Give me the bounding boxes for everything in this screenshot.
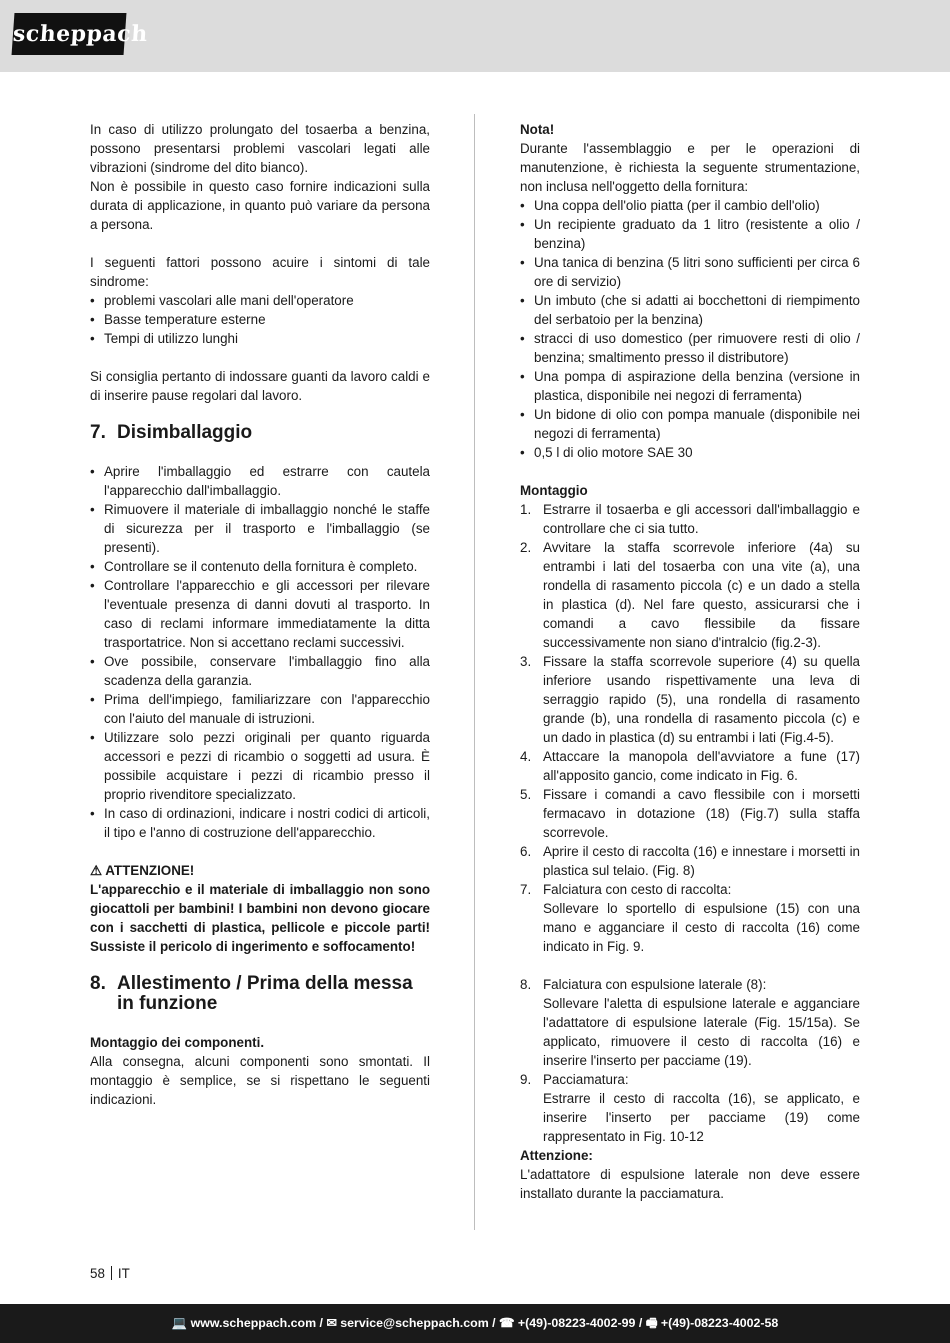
list-item: • Ove possibile, conservare l'imballaggio fino alla scadenza della garanzia. xyxy=(90,652,430,690)
step-detail: Sollevare lo sportello di espulsione (15) con una mano e agganciare il cesto di raccolta (16) come indicato in Fig. 9. xyxy=(543,901,860,954)
step-item: 3. Fissare la staffa scorrevole superiore (4) su quella inferiore usando rispettivamente una leva di serraggio rapido (5), una rondella di rasamento grande (b), una rondella di rasamento piccola (c) e un dado in plastica (d) su entrambi i lati (Fig.4-5). xyxy=(520,654,860,745)
paragraph: Alla consegna, alcuni componenti sono smontati. Il montaggio è semplice, se si rispettano le seguenti indicazioni. xyxy=(90,1054,430,1107)
paragraph: I seguenti fattori possono acuire i sintomi di tale sindrome: xyxy=(90,255,430,289)
page-number-value: 58 xyxy=(90,1266,105,1281)
list-item: • Controllare l'apparecchio e gli accessori per rilevare l'eventuale presenza di danni dovuti al trasporto. In caso di reclami informare immediatamente la ditta trasportatrice. Non si accettano reclami successivi. xyxy=(90,576,430,652)
tools-list xyxy=(520,196,860,462)
step-item: 5. Fissare i comandi a cavo flessibile con i morsetti fermacavo in dotazione (18) (Fig.7) sulla staffa scorrevole. xyxy=(520,787,860,840)
brand-logo: scheppach xyxy=(12,13,127,55)
step-detail: Sollevare l'aletta di espulsione laterale e agganciare l'adattatore di espulsione laterale (Fig. 15/15a). Se applicato, rimuovere il cesto di raccolta (16) e inserire l'inserto per pacciame (19). xyxy=(543,996,860,1068)
left-column xyxy=(90,120,430,1109)
paragraph: Si consiglia pertanto di indossare guanti da lavoro caldi e di inserire pause regolari dal lavoro. xyxy=(90,369,430,403)
section-number: 8. xyxy=(90,973,106,994)
section-title: Disimballaggio xyxy=(117,422,253,443)
warning-label: ATTENZIONE! xyxy=(105,863,195,878)
right-column xyxy=(520,120,860,1203)
step-item: 7. Falciatura con cesto di raccolta: Sollevare lo sportello di espulsione (15) con una mano e agganciare il cesto di raccolta (16) come indicato in Fig. 9. xyxy=(520,882,860,954)
list-item: • Una coppa dell'olio piatta (per il cambio dell'olio) xyxy=(520,196,860,215)
list-item: • stracci di uso domestico (per rimuovere resti di olio / benzina; smaltimento presso il distributore) xyxy=(520,329,860,367)
subheading: Montaggio dei componenti. xyxy=(90,1035,265,1050)
step-item: 1. Estrarre il tosaerba e gli accessori dall'imballaggio e controllare che ci sia tutto. xyxy=(520,502,860,536)
header-band xyxy=(0,0,950,72)
paragraph: In caso di utilizzo prolungato del tosaerba a benzina, possono presentarsi problemi vascolari legati alle vibrazioni (sindrome del dito bianco). xyxy=(90,122,430,175)
caution-text: L'adattatore di espulsione laterale non deve essere installato durante la pacciamatura. xyxy=(520,1167,860,1201)
list-item: • In caso di ordinazioni, indicare i nostri codici di articoli, il tipo e l'anno di costruzione dell'apparecchio. xyxy=(90,804,430,842)
list-item: • Un recipiente graduato da 1 litro (resistente a olio / benzina) xyxy=(520,215,860,253)
footer-contact-text: 💻 www.scheppach.com / ✉ service@scheppach.com / ☎ +(49)-08223-4002-99 / 🖷 +(49)-08223-4002-58 xyxy=(171,1316,779,1330)
assembly-title: Montaggio xyxy=(520,483,588,498)
list-item: • Tempi di utilizzo lunghi xyxy=(90,329,430,348)
paragraph: Non è possibile in questo caso fornire indicazioni sulla durata di applicazione, in quanto può variare da persona a persona. xyxy=(90,179,430,232)
list-item: • Una pompa di aspirazione della benzina (versione in plastica, disponibile nei negozi di ferramenta) xyxy=(520,367,860,405)
paragraph: Durante l'assemblaggio e per le operazioni di manutenzione, è richiesta la seguente strumentazione, non inclusa nell'oggetto della fornitura: xyxy=(520,141,860,194)
list-item: • Una tanica di benzina (5 litri sono sufficienti per circa 6 ore di servizio) xyxy=(520,253,860,291)
warning-text: L'apparecchio e il materiale di imballaggio non sono giocattoli per bambini! I bambini non devono giocare con i sacchetti di plastica, pellicole e piccole parti! Sussiste il pericolo di ingerimento e soffocamento! xyxy=(90,882,430,954)
list-item: • Un imbuto (che si adatti ai bocchettoni di riempimento del serbatoio per la benzina) xyxy=(520,291,860,329)
column-divider xyxy=(474,114,475,1230)
page-language: IT xyxy=(117,1266,130,1281)
note-title: Nota! xyxy=(520,122,555,137)
list-item: • 0,5 l di olio motore SAE 30 xyxy=(520,443,860,462)
section-8-heading xyxy=(90,974,430,1014)
list-item: • Utilizzare solo pezzi originali per quanto riguarda accessori e pezzi di ricambio o soggetti ad usura. È possibile acquistare i pezzi di ricambio presso il proprio rivenditore specializzato. xyxy=(90,728,430,804)
section-number: 7. xyxy=(90,422,106,443)
list-item: • Aprire l'imballaggio ed estrarre con cautela l'apparecchio dall'imballaggio. xyxy=(90,462,430,500)
warning-title xyxy=(90,861,430,880)
list-item: • Prima dell'impiego, familiarizzare con l'apparecchio con l'aiuto del manuale di istruzioni. xyxy=(90,690,430,728)
factors-list xyxy=(90,291,430,348)
footer-contact-bar xyxy=(0,1304,950,1343)
step-item: 8. Falciatura con espulsione laterale (8): Sollevare l'aletta di espulsione laterale e agganciare l'adattatore di espulsione laterale (Fig. 15/15a). Se applicato, rimuovere il cesto di raccolta (16) e inserire l'inserto per pacciame (19). xyxy=(520,977,860,1068)
section-title-line-1: Allestimento / Prima della messa xyxy=(117,973,413,994)
step-item: 2. Avvitare la staffa scorrevole inferiore (4a) su entrambi i lati del tosaerba con una vite (a), una rondella di rasamento piccola (c) e un dado a stella in plastica (d). Nel fare questo, assicurarsi che i comandi a cavo flessibile da fissare successivamente non siano d'intralcio (fig.2-3). xyxy=(520,540,860,650)
caution-title: Attenzione: xyxy=(520,1148,593,1163)
section-title-line-2: in funzione xyxy=(117,993,218,1014)
unpacking-list xyxy=(90,462,430,842)
assembly-steps xyxy=(520,500,860,1146)
step-item: 6. Aprire il cesto di raccolta (16) e innestare i morsetti in plastica sul telaio. (Fig. 8) xyxy=(520,844,860,878)
list-item: • Controllare se il contenuto della fornitura è completo. xyxy=(90,557,430,576)
step-item: 4. Attaccare la manopola dell'avviatore a fune (17) all'apposito gancio, come indicato in Fig. 6. xyxy=(520,749,860,783)
page-number xyxy=(90,1266,130,1282)
list-item: • Rimuovere il materiale di imballaggio nonché le staffe di sicurezza per il trasporto e l'imballaggio (se presenti). xyxy=(90,500,430,557)
list-item: • Un bidone di olio con pompa manuale (disponibile nei negozi di ferramenta) xyxy=(520,405,860,443)
list-item: • Basse temperature esterne xyxy=(90,310,430,329)
step-detail: Estrarre il cesto di raccolta (16), se applicato, e inserire l'inserto per pacciame (19) come rappresentato in Fig. 10-12 xyxy=(543,1091,860,1144)
list-item: • problemi vascolari alle mani dell'operatore xyxy=(90,291,430,310)
section-7-heading xyxy=(90,423,430,443)
warning-icon: ⚠ xyxy=(90,863,103,878)
step-item: 9. Pacciamatura: Estrarre il cesto di raccolta (16), se applicato, e inserire l'inserto per pacciame (19) come rappresentato in Fig. 10-12 xyxy=(520,1072,860,1144)
